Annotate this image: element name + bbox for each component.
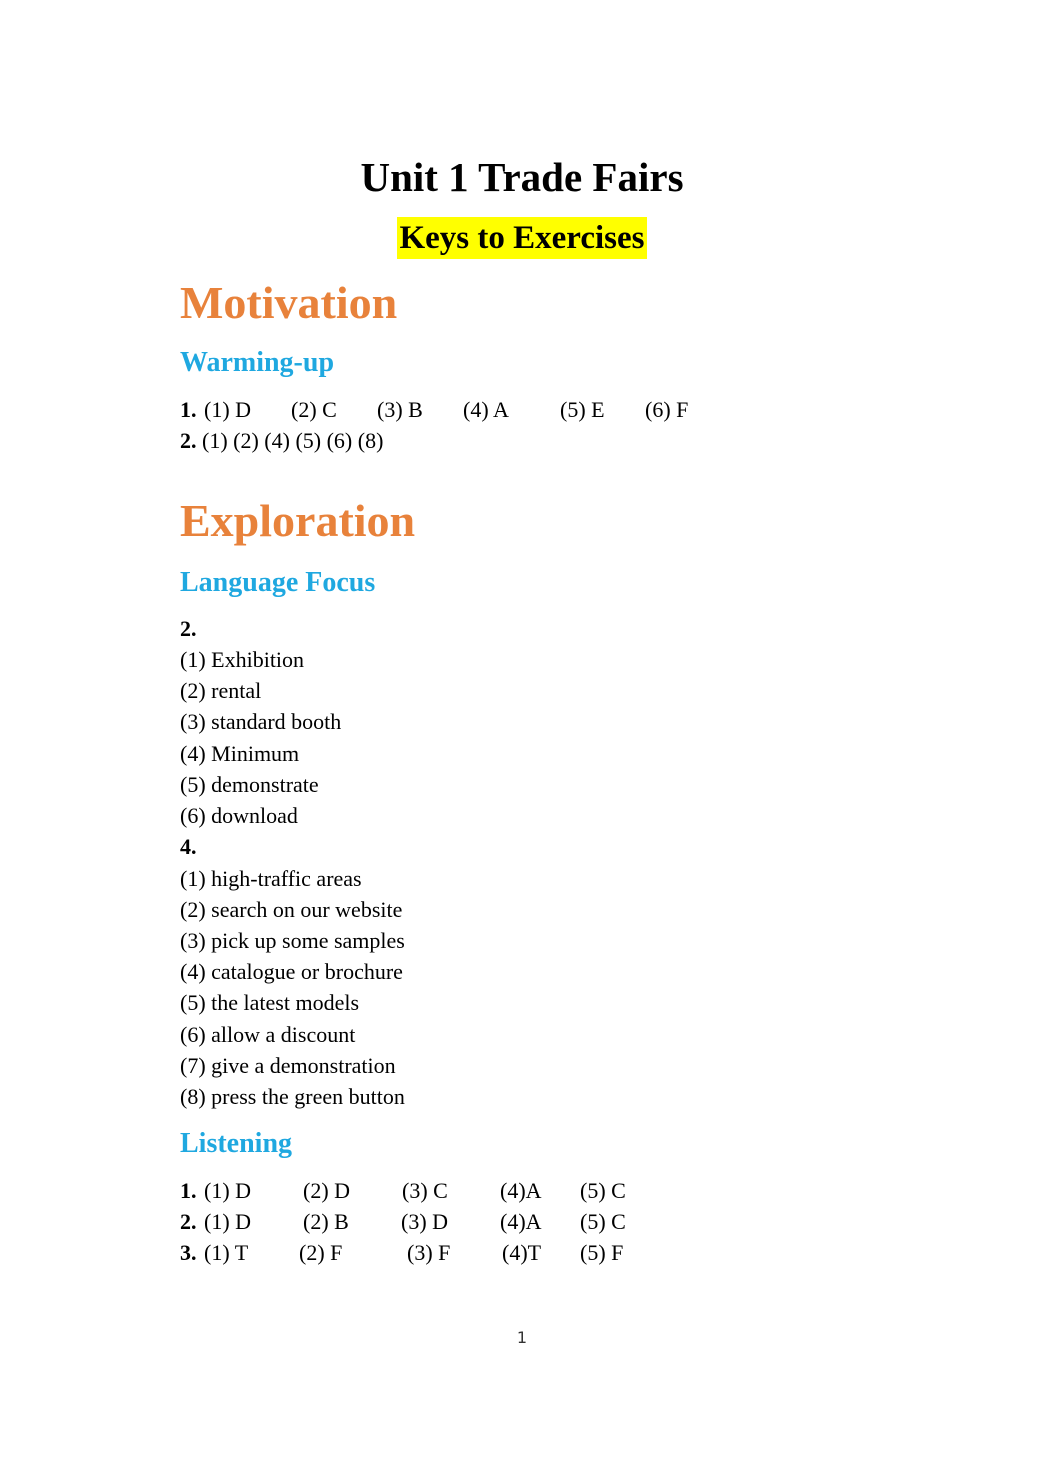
language-focus-q2-number: 2. xyxy=(180,616,197,641)
list-item: (2) search on our website xyxy=(180,897,403,922)
answer: (2) D xyxy=(303,1178,351,1203)
answer: (4)T xyxy=(502,1240,542,1265)
answer: (3) B xyxy=(377,397,423,422)
answer: (1) T xyxy=(204,1240,249,1265)
list-item: (5) the latest models xyxy=(180,990,360,1015)
language-focus-q4-number: 4. xyxy=(180,834,197,859)
highlighted-subtitle: Keys to Exercises xyxy=(397,217,646,259)
subheading-warming-up: Warming-up xyxy=(180,347,335,378)
answer: (4) A xyxy=(463,397,509,422)
question-number: 1. xyxy=(180,1178,197,1203)
list-item: (2) rental xyxy=(180,678,262,703)
answer: (1) D xyxy=(204,397,252,422)
section-heading-exploration: Exploration xyxy=(180,495,416,546)
list-item: (7) give a demonstration xyxy=(180,1053,396,1078)
answer: (2) F xyxy=(299,1240,343,1265)
answer: (2) B xyxy=(303,1209,349,1234)
list-item: (6) download xyxy=(180,803,298,828)
answer: (6) F xyxy=(645,397,689,422)
listening-q1 xyxy=(180,1176,626,1206)
answer: (5) F xyxy=(580,1240,624,1265)
subtitle-container xyxy=(0,217,1044,259)
list-item: (4) Minimum xyxy=(180,741,300,766)
answer: (1) D xyxy=(204,1178,252,1203)
answer: (4)A xyxy=(500,1209,542,1234)
list-item: (3) pick up some samples xyxy=(180,928,405,953)
page-number: 1 xyxy=(516,1328,528,1347)
subheading-listening: Listening xyxy=(180,1128,293,1159)
answer: (1) D xyxy=(204,1209,252,1234)
question-number: 3. xyxy=(180,1240,197,1265)
answer: (3) F xyxy=(407,1240,451,1265)
list-item: (6) allow a discount xyxy=(180,1022,356,1047)
question-number: 2. xyxy=(180,428,197,453)
answer: (4)A xyxy=(500,1178,542,1203)
listening-q3 xyxy=(180,1238,624,1268)
answer: (3) D xyxy=(401,1209,449,1234)
list-item: (3) standard booth xyxy=(180,709,342,734)
list-item: (1) Exhibition xyxy=(180,647,305,672)
question-number: 1. xyxy=(180,397,197,422)
answer: (2) C xyxy=(291,397,337,422)
answer: (3) C xyxy=(402,1178,448,1203)
answer-text: (1) (2) (4) (5) (6) (8) xyxy=(202,428,384,453)
answer: (5) C xyxy=(580,1209,626,1234)
list-item: (4) catalogue or brochure xyxy=(180,959,403,984)
question-number: 2. xyxy=(180,1209,197,1234)
warming-up-q2 xyxy=(180,426,383,456)
warming-up-q1 xyxy=(180,395,689,425)
answer: (5) C xyxy=(580,1178,626,1203)
page-title: Unit 1 Trade Fairs xyxy=(360,154,684,200)
answer: (5) E xyxy=(560,397,605,422)
list-item: (8) press the green button xyxy=(180,1084,405,1109)
list-item: (1) high-traffic areas xyxy=(180,866,362,891)
subheading-language-focus: Language Focus xyxy=(180,567,376,598)
list-item: (5) demonstrate xyxy=(180,772,319,797)
section-heading-motivation: Motivation xyxy=(180,277,398,328)
listening-q2 xyxy=(180,1207,626,1237)
